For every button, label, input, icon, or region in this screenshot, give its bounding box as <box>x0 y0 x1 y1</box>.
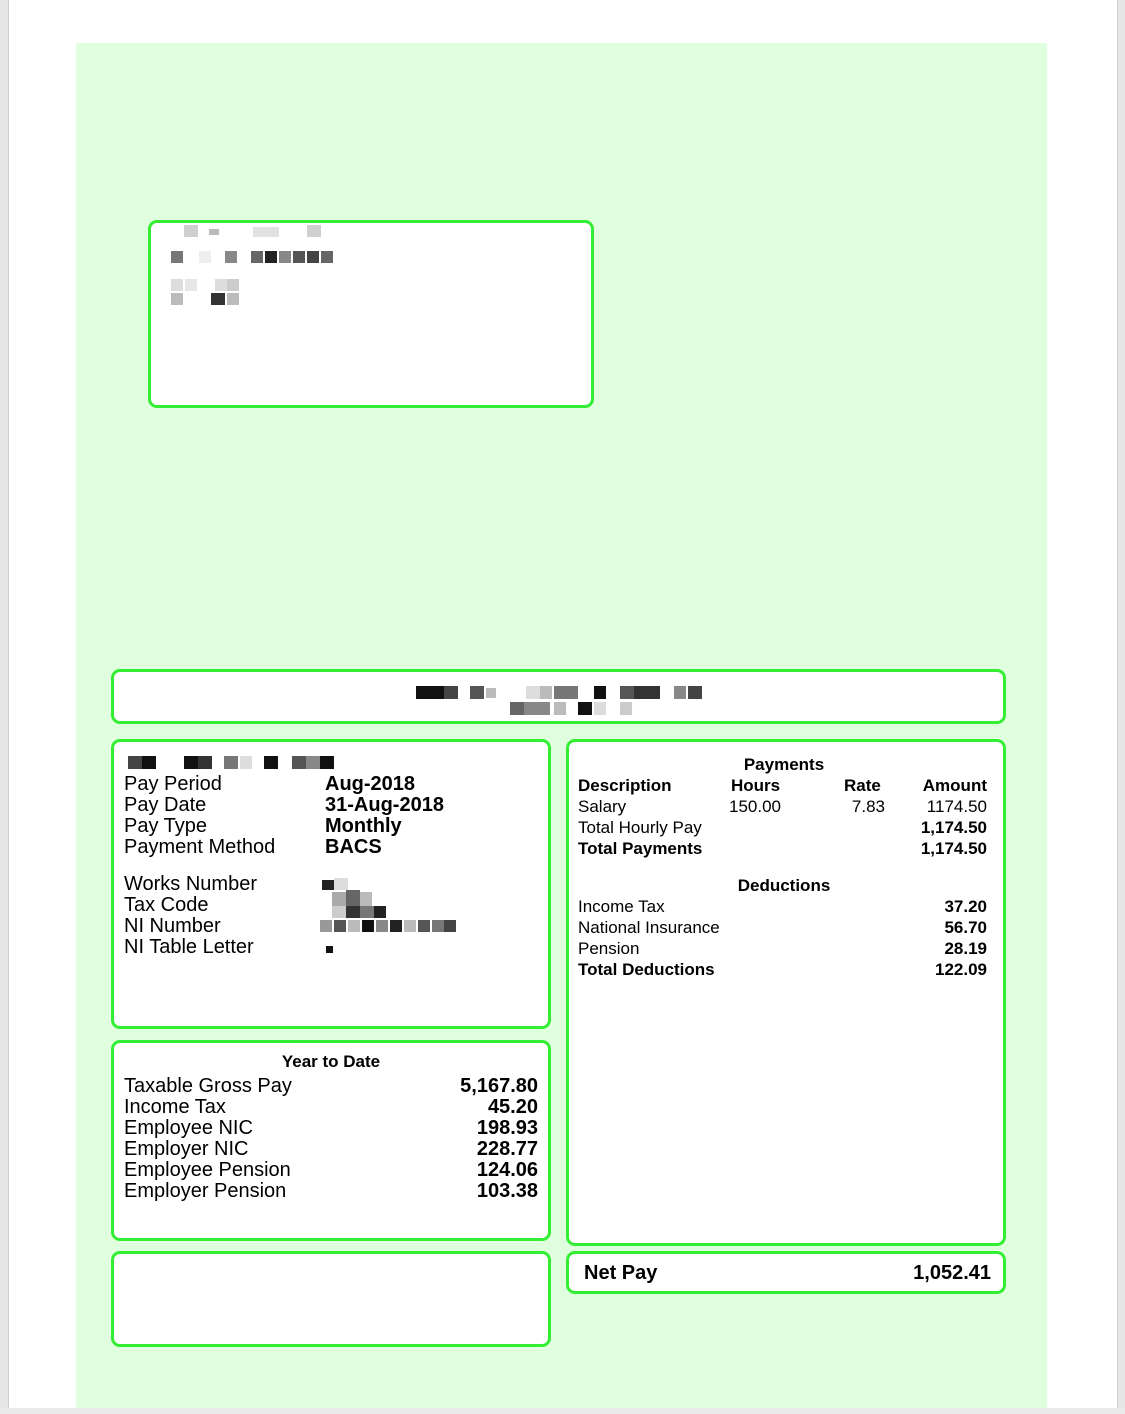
payments-header-hours: Hours <box>731 776 781 795</box>
ytd-employee-pension-value: 124.06 <box>476 1159 538 1181</box>
pay-type-value: Monthly <box>325 815 402 837</box>
ytd-employer-pension-label: Employer Pension <box>124 1180 287 1202</box>
deduction-national-insurance-label: National Insurance <box>578 918 720 937</box>
notes-box <box>111 1251 551 1347</box>
net-pay-label: Net Pay <box>584 1262 658 1284</box>
total-payments-value: 1,174.50 <box>920 839 987 858</box>
ytd-taxable-gross-pay-label: Taxable Gross Pay <box>124 1075 292 1097</box>
pay-date-value: 31-Aug-2018 <box>325 794 444 816</box>
net-pay-box <box>566 1251 1006 1294</box>
ytd-income-tax-value: 45.20 <box>487 1096 538 1118</box>
ytd-taxable-gross-pay-value: 5,167.80 <box>460 1075 538 1097</box>
deduction-income-tax-value: 37.20 <box>944 897 987 916</box>
total-deductions-label: Total Deductions <box>578 960 715 979</box>
payment-row-description: Salary <box>578 797 627 816</box>
ytd-employer-nic-label: Employer NIC <box>124 1138 249 1160</box>
ni-table-letter-label: NI Table Letter <box>124 936 254 958</box>
pay-period-value: Aug-2018 <box>325 773 416 795</box>
total-hourly-pay-value: 1,174.50 <box>920 818 987 837</box>
payments-header-description: Description <box>578 776 672 795</box>
net-pay-value: 1,052.41 <box>913 1262 991 1284</box>
ytd-employee-nic-value: 198.93 <box>476 1117 538 1139</box>
ni-number-label: NI Number <box>124 915 221 937</box>
payment-row-amount: 1174.50 <box>926 797 987 816</box>
viewer-bottom-edge <box>0 1408 1125 1414</box>
pay-period-label: Pay Period <box>124 773 222 795</box>
deductions-title: Deductions <box>737 876 831 895</box>
employer-header-box <box>111 669 1006 724</box>
pay-type-label: Pay Type <box>124 815 208 837</box>
works-number-label: Works Number <box>124 873 257 895</box>
viewer-left-edge <box>0 0 9 1414</box>
payment-row-hours: 150.00 <box>729 797 781 816</box>
pay-date-label: Pay Date <box>124 794 207 816</box>
ytd-employer-nic-value: 228.77 <box>476 1138 538 1160</box>
payments-title: Payments <box>743 755 825 774</box>
payment-row-rate: 7.83 <box>851 797 885 816</box>
ytd-employee-nic-label: Employee NIC <box>124 1117 253 1139</box>
total-deductions-value: 122.09 <box>935 960 987 979</box>
deduction-pension-value: 28.19 <box>944 939 987 958</box>
payments-header-rate: Rate <box>844 776 881 795</box>
ytd-title: Year to Date <box>281 1052 381 1071</box>
ytd-employee-pension-label: Employee Pension <box>124 1159 291 1181</box>
deduction-income-tax-label: Income Tax <box>578 897 665 916</box>
year-to-date-box <box>111 1040 551 1241</box>
total-payments-label: Total Payments <box>578 839 703 858</box>
tax-code-label: Tax Code <box>124 894 209 916</box>
ytd-employer-pension-value: 103.38 <box>476 1180 538 1202</box>
employee-details-box <box>111 739 551 1029</box>
ytd-income-tax-label: Income Tax <box>124 1096 226 1118</box>
payments-deductions-box <box>566 739 1006 1246</box>
payments-header-amount: Amount <box>922 776 987 795</box>
payment-method-label: Payment Method <box>124 836 276 858</box>
deduction-national-insurance-value: 56.70 <box>944 918 987 937</box>
payment-method-value: BACS <box>325 836 382 858</box>
deduction-pension-label: Pension <box>578 939 640 958</box>
address-box <box>148 220 594 408</box>
viewer-right-edge <box>1117 0 1125 1414</box>
total-hourly-pay-label: Total Hourly Pay <box>578 818 702 837</box>
